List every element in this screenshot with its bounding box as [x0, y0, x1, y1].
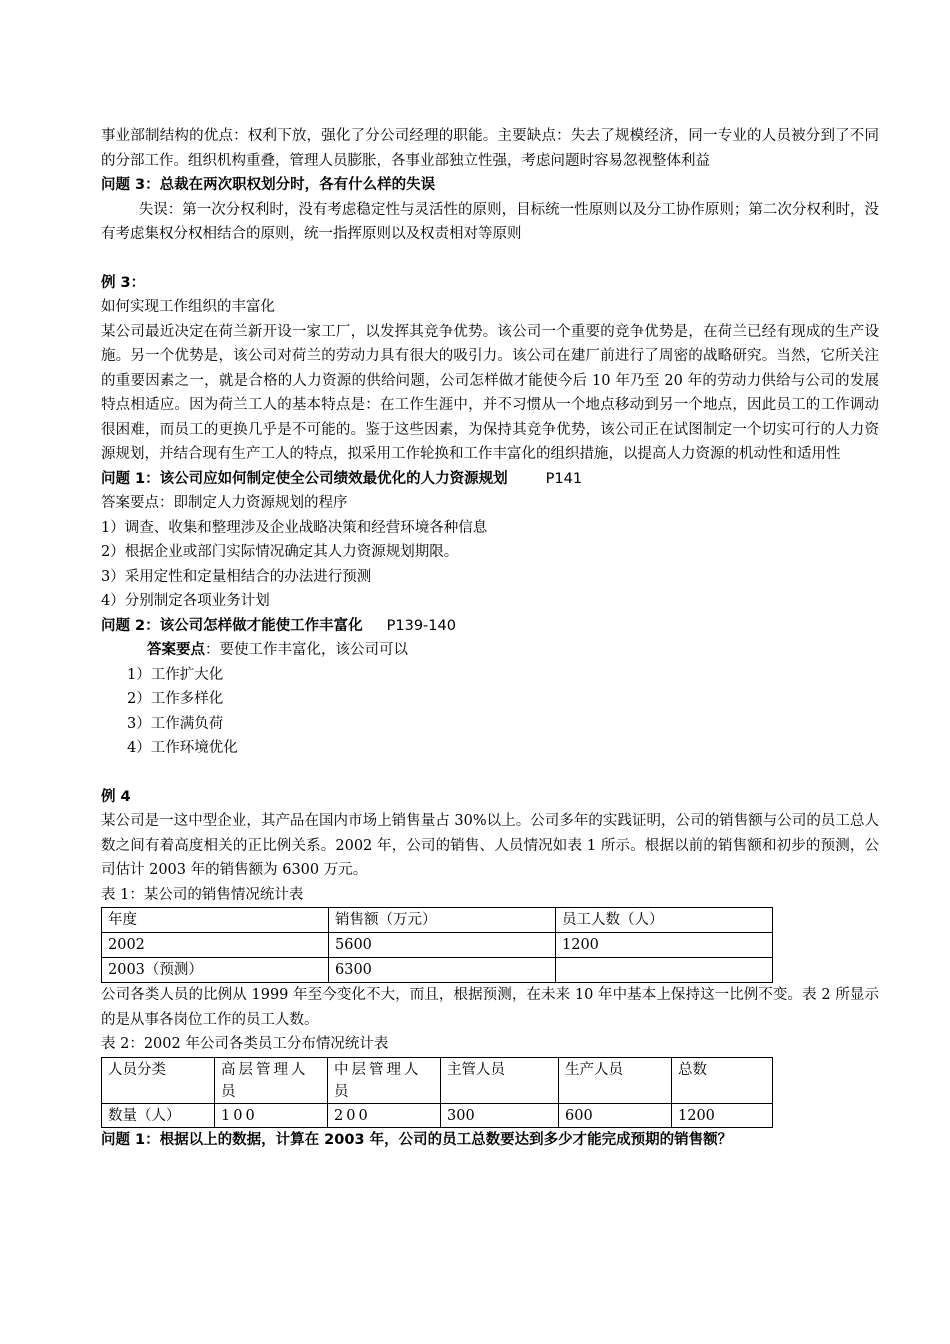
intro-paragraph: 事业部制结构的优点：权利下放，强化了分公司经理的职能。主要缺点：失去了规模经济，同一专业的人员被分到了不同的分部工作。组织机构重叠，管理人员膨胀，各事业部独立性强，考虑问题时容易忽视整体利益 — [101, 128, 879, 169]
table-cell: 300 — [441, 1103, 559, 1127]
table-1-caption: 表 1：某公司的销售情况统计表 — [101, 886, 304, 903]
table-2-caption: 表 2：2002 年公司各类员工分布情况统计表 — [101, 1036, 389, 1052]
table-header-cell: 员工人数（人） — [556, 908, 773, 933]
table-header-cell: 人员分类 — [102, 1057, 215, 1103]
answer-2-item: 1）工作扩大化 — [127, 666, 224, 683]
answer-2-item: 2）工作多样化 — [127, 691, 224, 707]
example-3-subtitle: 如何实现工作组织的丰富化 — [101, 299, 275, 315]
answer-1-item: 3）采用定性和定量相结合的办法进行预测 — [101, 568, 372, 585]
table-row — [102, 1103, 773, 1127]
table-cell: 1200 — [556, 933, 773, 958]
table-cell: 200 — [328, 1103, 441, 1127]
table-header-cell: 生产人员 — [559, 1057, 672, 1103]
answer-2-item: 4）工作环境优化 — [127, 740, 238, 756]
table-header-cell: 销售额（万元） — [329, 908, 556, 933]
answer-1-title: 答案要点：即制定人力资源规划的程序 — [101, 495, 348, 511]
table-cell: 6300 — [329, 958, 556, 983]
table-row — [102, 908, 773, 933]
answer-2-title — [101, 638, 879, 663]
answer-text: ：要使工作丰富化，该公司可以 — [205, 642, 408, 658]
question-text: 问题 2：该公司怎样做才能使工作丰富化 — [101, 617, 363, 634]
sales-table — [101, 907, 773, 983]
staff-distribution-table — [101, 1057, 773, 1128]
table-header-cell: 主管人员 — [441, 1057, 559, 1103]
table-cell: 100 — [215, 1103, 328, 1127]
example-3-heading: 例 3： — [101, 274, 146, 291]
table-header-cell: 中层管理人员 — [328, 1057, 441, 1103]
table-cell: 5600 — [329, 933, 556, 958]
table-cell: 1200 — [672, 1103, 773, 1127]
question-text: 问题 1：该公司应如何制定使全公司绩效最优化的人力资源规划 — [101, 470, 508, 487]
example-4-mid-paragraph: 公司各类人员的比例从 1999 年至今变化不大，而且，根据预测，在未来 10 年中基本上保持这一比例不变。表 2 所显示的是从事各岗位工作的员工人数。 — [101, 987, 879, 1028]
answer-1-item: 2）根据企业或部门实际情况确定其人力资源规划期限。 — [101, 544, 459, 560]
table-cell — [556, 958, 773, 983]
table-cell: 2002 — [102, 933, 329, 958]
table-row — [102, 1057, 773, 1103]
answer-1-item: 1）调查、收集和整理涉及企业战略决策和经营环境各种信息 — [101, 519, 488, 536]
example-4-body: 某公司是一这中型企业，其产品在国内市场上销售量占 30%以上。公司多年的实践证明，公司的销售额与公司的员工总人数之间有着高度相关的正比例关系。2002 年，公司的销售、人员情况如表 1 所示。根据以前的销售额和初步的预测，公司估计 2003 年的销售额为 6300 万元。 — [101, 813, 879, 878]
table-header-cell: 高层管理人员 — [215, 1057, 328, 1103]
answer-label: 答案要点 — [147, 642, 205, 658]
answer-1-item: 4）分别制定各项业务计划 — [101, 593, 270, 609]
table-cell: 2003（预测） — [102, 958, 329, 983]
example-4-question-1: 问题 1：根据以上的数据，计算在 2003 年，公司的员工总数要达到多少才能完成预期的销售额？ — [101, 1131, 733, 1148]
table-header-cell: 年度 — [102, 908, 329, 933]
answer-3: 失误：第一次分权利时，没有考虑稳定性与灵活性的原则，目标统一性原则以及分工协作原则；第二次分权利时，没有考虑集权分权相结合的原则，统一指挥原则以及权责相对等原则 — [101, 201, 879, 242]
example-3-question-1 — [101, 467, 879, 492]
table-cell: 数量（人） — [102, 1103, 215, 1127]
example-3-body: 某公司最近决定在荷兰新开设一家工厂，以发挥其竞争优势。该公司一个重要的竞争优势是，在荷兰已经有现成的生产设施。另一个优势是，该公司对荷兰的劳动力具有很大的吸引力。该公司在建厂前进行了周密的战略研究。当然，它所关注的重要因素之一，就是合格的人力资源的供给问题，公司怎样做才能使今后 10 年乃至 20 年的劳动力供给与公司的发展特点相适应。因为荷兰工人的基本特点是：在工作生涯中，并不习惯从一个地点移动到另一个地点，因此员工的工作调动很困难，而员工的更换几乎是不可能的。鉴于这些因素，为保持其竞争优势，该公司正在试图制定一个切实可行的人力资源规划，并结合现有生产工人的特点，拟采用工作轮换和工作丰富化的组织措施，以提高人力资源的机动性和适用性 — [101, 323, 879, 462]
answer-2-item: 3）工作满负荷 — [127, 715, 224, 732]
table-header-cell: 总数 — [672, 1057, 773, 1103]
table-row — [102, 958, 773, 983]
question-3: 问题 3：总裁在两次职权划分时，各有什么样的失误 — [101, 177, 436, 193]
page-reference: P141 — [545, 470, 583, 487]
example-4-heading: 例 4 — [101, 788, 131, 805]
table-row — [102, 933, 773, 958]
example-3-question-2 — [101, 614, 879, 639]
page-reference: P139-140 — [386, 617, 456, 634]
document-page — [101, 124, 879, 1152]
table-cell: 600 — [559, 1103, 672, 1127]
